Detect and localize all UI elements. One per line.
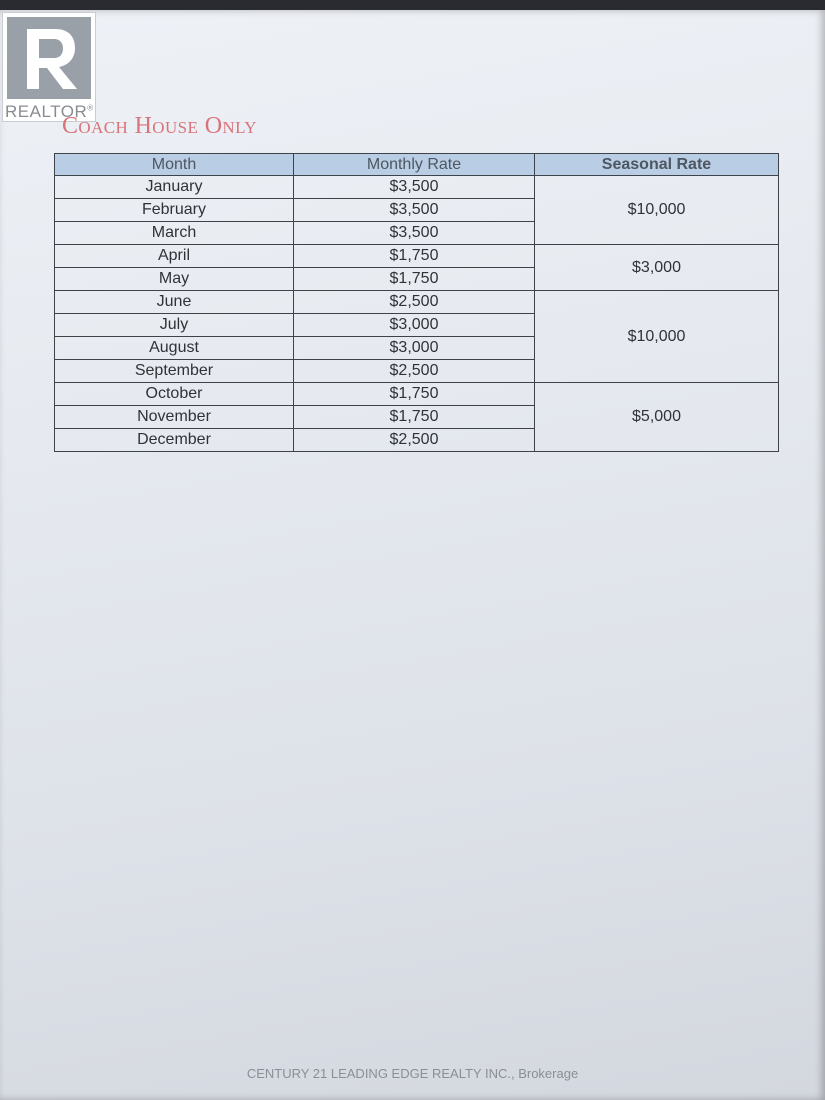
- rates-table: [54, 153, 779, 452]
- seasonal-rate-cell: $10,000: [535, 176, 779, 245]
- monthly-rate-cell: $3,500: [294, 199, 535, 222]
- realtor-logo-text: REALTOR®: [5, 102, 94, 121]
- month-cell: April: [55, 245, 294, 268]
- month-cell: January: [55, 176, 294, 199]
- monthly-rate-cell: $2,500: [294, 360, 535, 383]
- month-cell: September: [55, 360, 294, 383]
- table-row: [55, 176, 779, 199]
- seasonal-rate-cell: $5,000: [535, 383, 779, 452]
- monthly-rate-cell: $1,750: [294, 245, 535, 268]
- seasonal-rate-cell: $3,000: [535, 245, 779, 291]
- monthly-rate-cell: $3,500: [294, 176, 535, 199]
- table-row: [55, 383, 779, 406]
- table-header-row: [55, 154, 779, 176]
- monthly-rate-cell: $3,500: [294, 222, 535, 245]
- monthly-rate-cell: $2,500: [294, 429, 535, 452]
- month-cell: February: [55, 199, 294, 222]
- page-title: Coach House Only: [62, 113, 257, 139]
- realtor-r-icon: [7, 17, 91, 99]
- monthly-rate-cell: $1,750: [294, 383, 535, 406]
- monthly-rate-cell: $2,500: [294, 291, 535, 314]
- month-column-header: Month: [55, 154, 294, 176]
- monthly-rate-cell: $1,750: [294, 406, 535, 429]
- month-cell: October: [55, 383, 294, 406]
- monthly-rate-cell: $3,000: [294, 314, 535, 337]
- monthly-rate-cell: $3,000: [294, 337, 535, 360]
- brokerage-footer: CENTURY 21 LEADING EDGE REALTY INC., Brokerage: [246, 1066, 579, 1081]
- document-page: [0, 10, 825, 1100]
- month-cell: August: [55, 337, 294, 360]
- monthly-rate-column-header: Monthly Rate: [294, 154, 535, 176]
- seasonal-rate-cell: $10,000: [535, 291, 779, 383]
- table-row: [55, 291, 779, 314]
- month-cell: November: [55, 406, 294, 429]
- seasonal-rate-column-header: Seasonal Rate: [535, 154, 779, 176]
- realtor-logo: [2, 12, 96, 122]
- month-cell: July: [55, 314, 294, 337]
- month-cell: December: [55, 429, 294, 452]
- month-cell: June: [55, 291, 294, 314]
- month-cell: May: [55, 268, 294, 291]
- month-cell: March: [55, 222, 294, 245]
- table-row: [55, 245, 779, 268]
- monthly-rate-cell: $1,750: [294, 268, 535, 291]
